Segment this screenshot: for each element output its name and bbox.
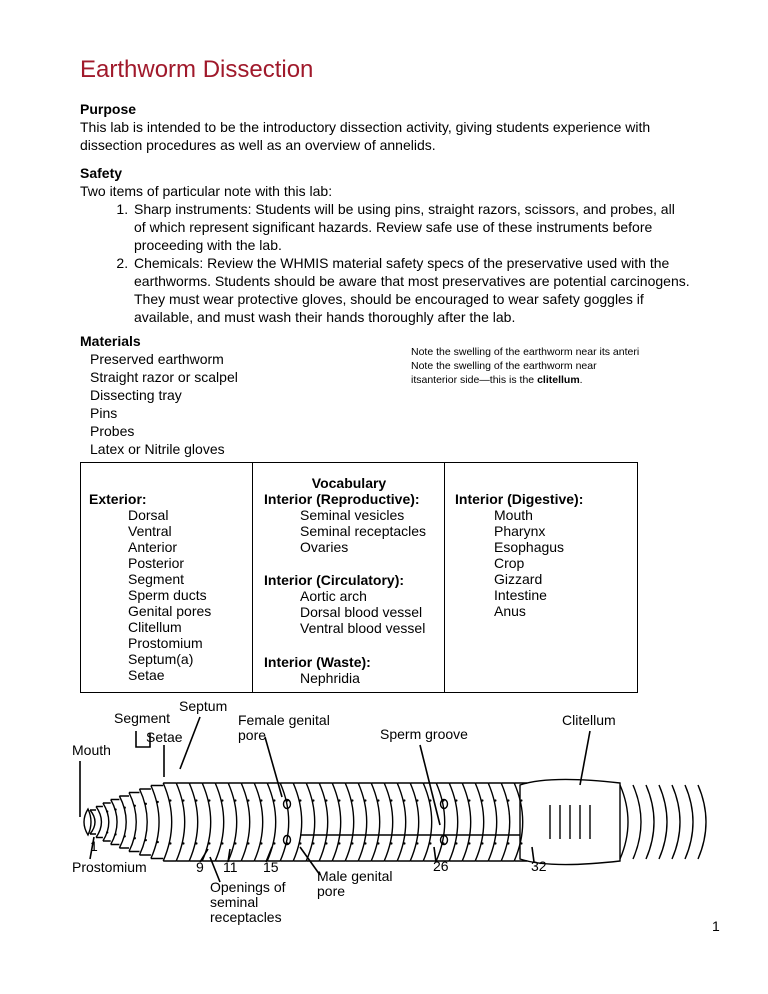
seta [156, 841, 158, 843]
seta [403, 842, 405, 844]
seta [221, 842, 223, 844]
seta [364, 842, 366, 844]
body-segment [241, 783, 254, 861]
body-segment [215, 783, 228, 861]
seta [403, 799, 405, 801]
vocab-heading: Exterior: [89, 491, 147, 507]
vocab-term: Sperm ducts [128, 587, 207, 603]
seta [114, 833, 116, 835]
seta [351, 799, 353, 801]
seta [390, 799, 392, 801]
purpose-heading: Purpose [80, 101, 137, 117]
seta [156, 801, 158, 803]
vocab-term: Pharynx [494, 523, 546, 539]
safety-section [80, 164, 690, 326]
vocab-term: Crop [494, 555, 525, 571]
seta [351, 842, 353, 844]
body-segment [176, 783, 189, 861]
body-segment [358, 783, 371, 861]
body-segment [189, 783, 202, 861]
seta [221, 799, 223, 801]
seta [208, 842, 210, 844]
seta [234, 842, 236, 844]
body-segment [384, 783, 397, 861]
prostomium-tip [84, 809, 91, 835]
seta [195, 842, 197, 844]
body-segment [475, 783, 488, 861]
seta [377, 799, 379, 801]
label-segment: Segment [114, 710, 171, 726]
material-item: Latex or Nitrile gloves [90, 441, 225, 457]
seta [299, 842, 301, 844]
vocab-term: Seminal vesicles [300, 507, 405, 523]
vocab-heading: Interior (Reproductive): [264, 491, 420, 507]
seta [481, 799, 483, 801]
materials-section [80, 332, 380, 458]
note-text: itsanterior side—this is the [411, 374, 538, 386]
vocab-term: Ovaries [300, 539, 349, 555]
posterior-segment [659, 785, 667, 859]
label-septum: Septum [179, 698, 228, 714]
body-segment [306, 783, 319, 861]
posterior-segment [685, 785, 693, 859]
seta [338, 799, 340, 801]
label-sperm-groove: Sperm groove [380, 726, 468, 742]
note-line: Note the swelling of the earthworm near [411, 360, 597, 372]
seta [123, 807, 125, 809]
vocab-group-reproductive [264, 491, 426, 555]
label-segment-11: 11 [223, 859, 238, 875]
materials-list [80, 350, 380, 458]
seta [169, 799, 171, 801]
seta [182, 799, 184, 801]
label-male-pore: Male genital pore [317, 868, 393, 899]
vocab-term: Ventral [128, 523, 172, 539]
purpose-text: This lab is intended to be the introductory dissection activity, giving students experience with dissection procedures as well as an overview of annelids. [80, 119, 651, 153]
seta [134, 805, 136, 807]
seta [273, 842, 275, 844]
body-segment [436, 783, 449, 861]
label-segment-32: 32 [531, 858, 547, 874]
seta [325, 842, 327, 844]
material-item: Probes [90, 423, 135, 439]
vocab-term: Anterior [128, 539, 178, 555]
body-segment [319, 783, 332, 861]
tail-end [698, 785, 706, 859]
body-segment [293, 783, 306, 861]
seta [468, 799, 470, 801]
purpose-section [80, 100, 690, 154]
safety-item: 1. Sharp instruments: Students will be using pins, straight razors, scissors, and probes, all of which represent significant hazards. Review safe use of these instruments before proceeding with the lab. [132, 200, 690, 254]
body-segment [103, 803, 111, 841]
body-segment [332, 783, 345, 861]
vocab-term: Ventral blood vessel [300, 620, 426, 636]
seta [123, 835, 125, 837]
seta [114, 808, 116, 810]
seta [312, 842, 314, 844]
page-number: 1 [712, 918, 720, 934]
seta [364, 799, 366, 801]
vocab-term: Intestine [494, 587, 547, 603]
seta [494, 799, 496, 801]
body-segment [501, 783, 514, 861]
seta [134, 837, 136, 839]
seta [455, 799, 457, 801]
vocab-term: Septum(a) [128, 651, 194, 667]
note-line [411, 373, 631, 387]
seta [312, 799, 314, 801]
label-clitellum: Clitellum [562, 712, 616, 728]
body-segment [345, 783, 358, 861]
note-line: Note the swelling of the earthworm near its anteri [411, 346, 640, 358]
vocab-term: Clitellum [128, 619, 182, 635]
seta [182, 842, 184, 844]
vocab-term: Anus [494, 603, 526, 619]
body-segment [140, 789, 151, 855]
material-item: Preserved earthworm [90, 351, 224, 367]
body-segment [96, 807, 103, 838]
seta [325, 799, 327, 801]
seta [145, 839, 147, 841]
vocab-term: Dorsal blood vessel [300, 604, 423, 620]
septum-leader [180, 717, 200, 769]
material-item: Pins [90, 405, 118, 421]
vocab-heading: Interior (Circulatory): [264, 572, 405, 588]
body-segment [410, 783, 423, 861]
body-segment [449, 783, 462, 861]
body-segment [129, 793, 140, 852]
seta [520, 842, 522, 844]
seta [429, 842, 431, 844]
body-segment [488, 783, 501, 861]
vocab-term: Genital pores [128, 603, 212, 619]
seta [468, 842, 470, 844]
posterior-segment [646, 785, 654, 859]
body-segment [202, 783, 215, 861]
vocabulary-table [80, 462, 638, 693]
seta [377, 842, 379, 844]
vocab-list [264, 670, 371, 686]
body-segment [119, 796, 129, 848]
clitellum-note [411, 345, 640, 387]
label-segment-26: 26 [433, 858, 449, 874]
vocab-group-waste [264, 654, 371, 686]
body-segment [371, 783, 384, 861]
label-setae: Setae [146, 729, 183, 745]
material-item: Dissecting tray [90, 387, 182, 403]
vocab-term: Mouth [494, 507, 533, 523]
seta [416, 842, 418, 844]
body-segment [151, 786, 163, 859]
seta [208, 799, 210, 801]
body-segment [267, 783, 280, 861]
safety-list [80, 200, 690, 326]
seta [234, 799, 236, 801]
body-segment [111, 800, 120, 845]
vocab-column-digestive [445, 463, 637, 692]
vocab-group-circulatory [264, 572, 425, 636]
note-bold-term: clitellum [537, 374, 580, 386]
label-segment-15: 15 [263, 859, 279, 875]
vocab-term: Seminal receptacles [300, 523, 427, 539]
page-title: Earthworm Dissection [80, 56, 314, 83]
seta [260, 799, 262, 801]
note-text: . [579, 374, 583, 386]
materials-heading: Materials [80, 333, 141, 349]
vocab-column-exterior [81, 463, 253, 692]
seta [247, 799, 249, 801]
seta [195, 799, 197, 801]
seta [273, 799, 275, 801]
vocab-term: Posterior [128, 555, 185, 571]
vocab-term: Aortic arch [300, 588, 367, 604]
seta [106, 831, 108, 833]
safety-intro: Two items of particular note with this lab: [80, 183, 333, 199]
clitellum-leader [580, 731, 590, 785]
label-segment-1: 1 [90, 838, 98, 854]
vocab-term: Segment [128, 571, 185, 587]
seta [455, 842, 457, 844]
label-prostomium: Prostomium [72, 859, 147, 875]
posterior-segment [633, 785, 641, 859]
seta [260, 842, 262, 844]
seta [416, 799, 418, 801]
vocab-term: Dorsal [128, 507, 169, 523]
seta [169, 842, 171, 844]
safety-item: 2. Chemicals: Review the WHMIS material safety specs of the preservative used with the earthworms. Students should be aware that most preservatives are potential carcinogens. They must wear protective gloves, should be encouraged to wear safety goggles if available, and must wash their hands thoroughly after the lab. [132, 254, 690, 326]
seta [247, 842, 249, 844]
vocab-heading: Interior (Waste): [264, 654, 371, 670]
vocab-term: Setae [128, 667, 165, 683]
seta [145, 803, 147, 805]
vocab-term: Gizzard [494, 571, 543, 587]
vocab-list [264, 588, 425, 636]
vocab-list [494, 507, 564, 619]
seta [494, 842, 496, 844]
female-pore-leader [265, 737, 282, 797]
vocab-term: Esophagus [494, 539, 565, 555]
body-segment [462, 783, 475, 861]
seta [507, 842, 509, 844]
label-seminal-openings: Openings of seminal receptacles [210, 879, 286, 925]
earthworm-diagram [60, 697, 720, 937]
vocab-term: Prostomium [128, 635, 203, 651]
label-segment-9: 9 [196, 859, 204, 875]
vocab-term: Nephridia [300, 670, 360, 686]
vocab-list [264, 507, 426, 555]
vocab-column-interior [253, 463, 445, 692]
label-mouth: Mouth [72, 742, 111, 758]
label-female-pore: Female genital pore [238, 712, 330, 743]
posterior-segment [672, 785, 680, 859]
body-segment [163, 783, 176, 861]
safety-heading: Safety [80, 165, 123, 181]
seta [106, 810, 108, 812]
seta [338, 842, 340, 844]
seta [481, 842, 483, 844]
body-segment [397, 783, 410, 861]
material-item: Straight razor or scalpel [90, 369, 238, 385]
vocab-list [128, 507, 211, 683]
seta [390, 842, 392, 844]
body-segment [254, 783, 267, 861]
seta [299, 799, 301, 801]
vocab-title: Vocabulary [311, 475, 387, 491]
vocab-heading: Interior (Digestive): [455, 491, 584, 507]
seta [429, 799, 431, 801]
posterior-segment [620, 785, 628, 859]
seta [507, 799, 509, 801]
seta [520, 799, 522, 801]
